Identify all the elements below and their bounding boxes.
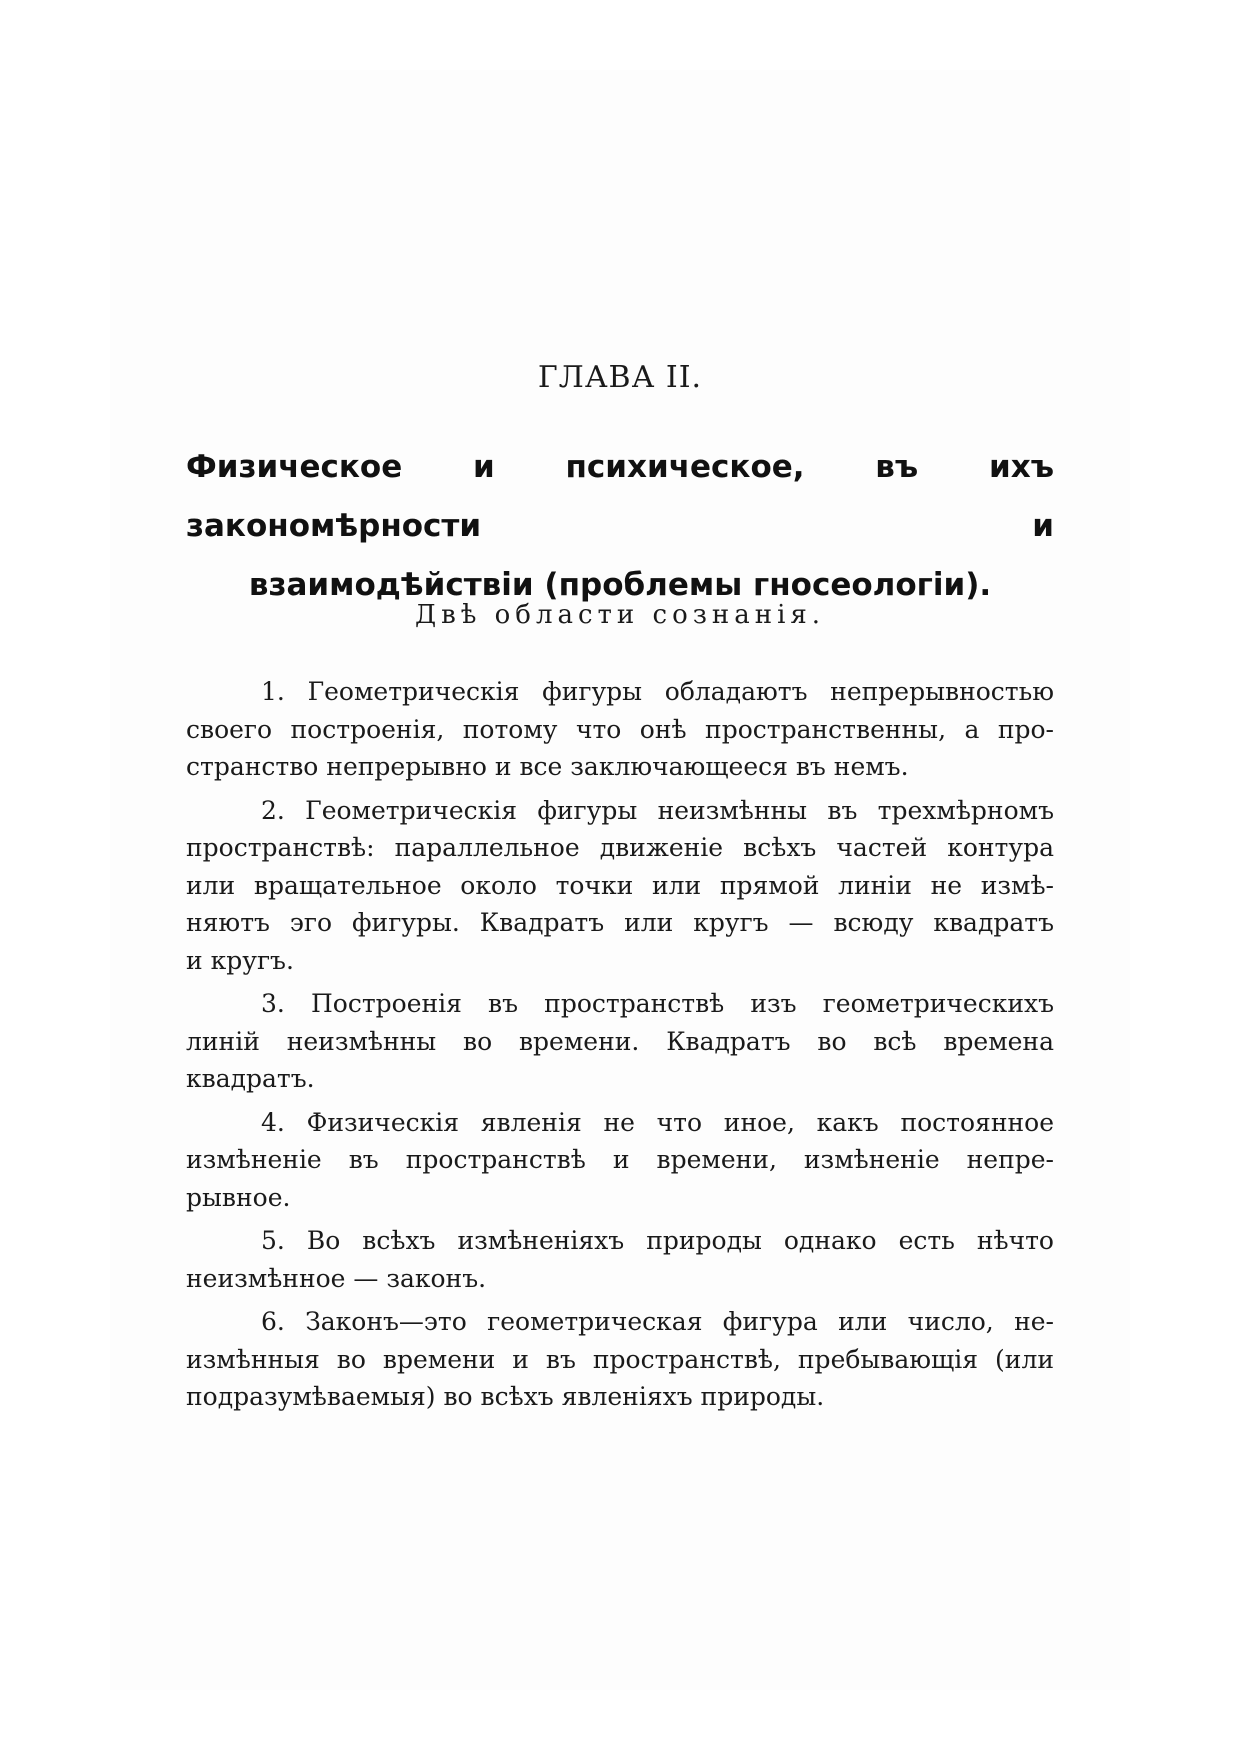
point-line: квадратъ. [186, 1064, 315, 1093]
point-line: подразумѣваемыя) во всѣхъ явленіяхъ природы. [186, 1382, 825, 1411]
section-title: Двѣ области сознанія. [414, 600, 826, 630]
point-line: линій неизмѣнны во времени. Квадратъ во всѣ времена [186, 1026, 1054, 1056]
point-1 [186, 673, 1054, 786]
point-4 [186, 1104, 1054, 1217]
point-line: измѣненіе въ пространствѣ и времени, измѣненіе непре- [186, 1145, 1054, 1174]
point-line: 3. Построенія въ пространствѣ изъ геометрическихъ [261, 989, 1054, 1018]
point-line: 4. Физическія явленія не что иное, какъ постоянное [261, 1107, 1054, 1137]
point-6 [186, 1303, 1054, 1416]
chapter-title-line-2: взаимодѣйствіи (проблемы гносеологіи). [248, 567, 992, 603]
chapter-title-line-1: Физическое и психическое, въ ихъ закономѣрности и [186, 449, 1054, 544]
point-line: рывное. [186, 1182, 291, 1212]
point-line: своего построенія, потому что онѣ пространственны, а про- [186, 714, 1054, 744]
point-5 [186, 1222, 1054, 1297]
point-line: и кругъ. [186, 945, 294, 975]
point-line: пространствѣ: параллельное движеніе всѣхъ частей контура [186, 833, 1054, 862]
point-line: 6. Законъ—это геометрическая фигура или число, не- [261, 1307, 1054, 1336]
point-line: странство непрерывно и все заключающееся въ немъ. [186, 752, 909, 781]
point-line: няютъ эго фигуры. Квадратъ или кругъ — всюду квадратъ [186, 908, 1054, 937]
point-line: 1. Геометрическія фигуры обладаютъ непрерывностью [261, 677, 1054, 706]
point-line: или вращательное около точки или прямой линіи не измѣ- [186, 870, 1054, 900]
point-line: неизмѣнное — законъ. [186, 1263, 487, 1293]
chapter-title [186, 438, 1054, 615]
chapter-heading: ГЛАВА II. [537, 360, 703, 395]
point-line: измѣнныя во времени и въ пространствѣ, пребывающія (или [186, 1344, 1054, 1374]
point-line: 2. Геометрическія фигуры неизмѣнны въ трехмѣрномъ [261, 795, 1054, 825]
numbered-points [186, 673, 1054, 1422]
point-2 [186, 792, 1054, 980]
point-3 [186, 985, 1054, 1098]
point-line: 5. Во всѣхъ измѣненіяхъ природы однако есть нѣчто [261, 1226, 1054, 1255]
